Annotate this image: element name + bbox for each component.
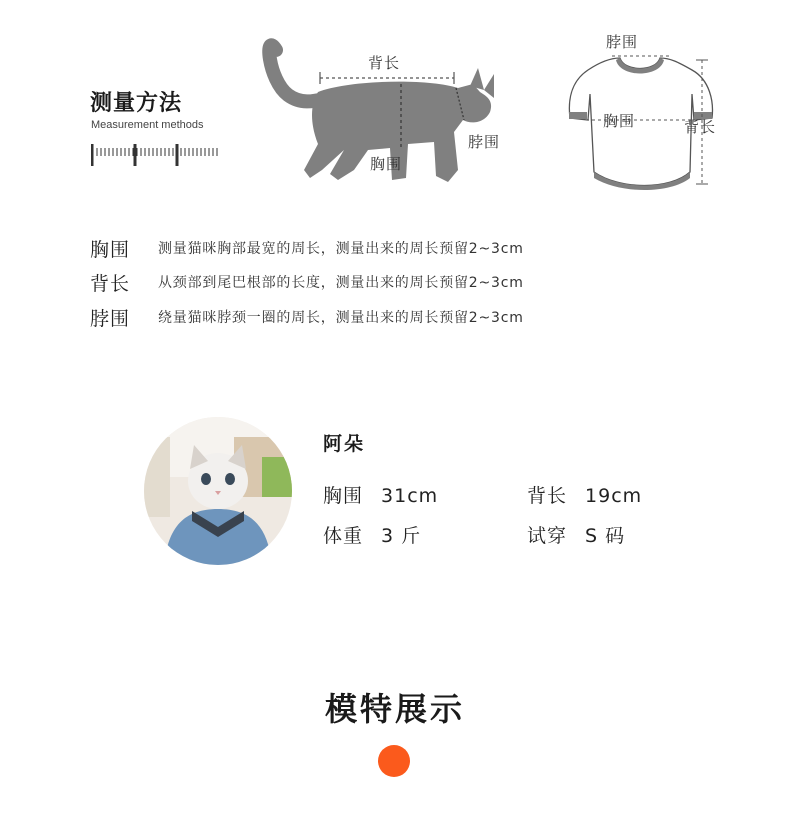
measurement-title: 测量方法 — [90, 91, 183, 116]
ruler-icon — [91, 140, 219, 168]
definition-text: 绕量猫咪脖颈一圈的周长，测量出来的周长预留2~3cm — [158, 310, 524, 326]
diagram-label-neck: 脖围 — [468, 133, 501, 151]
model-back-value: 19cm — [585, 485, 643, 507]
shirt-label-chest: 胸围 — [603, 112, 636, 130]
model-size-value: S 码 — [585, 525, 626, 547]
shirt-label-back-length: 背长 — [684, 118, 717, 136]
model-size — [527, 521, 625, 548]
definition-row — [90, 233, 524, 263]
measurement-subtitle: Measurement methods — [91, 119, 204, 131]
definition-text: 测量猫咪胸部最宽的周长，测量出来的周长预留2~3cm — [158, 241, 524, 257]
diagram-label-chest: 胸围 — [370, 155, 403, 173]
diagram-label-back-length: 背长 — [368, 54, 401, 72]
shirt-measurement-diagram — [560, 22, 740, 192]
model-avatar — [144, 417, 292, 565]
definition-term: 脖围 — [90, 307, 131, 330]
model-back-label: 背长 — [527, 485, 568, 507]
definition-text: 从颈部到尾巴根部的长度，测量出来的周长预留2~3cm — [158, 275, 524, 291]
showcase-title: 模特展示 — [324, 690, 465, 728]
definition-term: 背长 — [90, 272, 131, 295]
accent-dot — [378, 745, 410, 777]
model-chest-label: 胸围 — [323, 485, 364, 507]
model-back — [527, 481, 642, 508]
model-size-label: 试穿 — [527, 525, 568, 547]
model-weight-value: 3 斤 — [381, 525, 422, 547]
definition-term: 胸围 — [90, 238, 131, 261]
model-weight-label: 体重 — [323, 525, 364, 547]
model-chest-value: 31cm — [381, 485, 439, 507]
definition-row — [90, 302, 524, 332]
definition-row — [90, 267, 524, 297]
model-chest — [323, 481, 438, 508]
shirt-label-neck: 脖围 — [606, 33, 639, 51]
model-name: 阿朵 — [323, 433, 366, 455]
model-weight — [323, 521, 421, 548]
